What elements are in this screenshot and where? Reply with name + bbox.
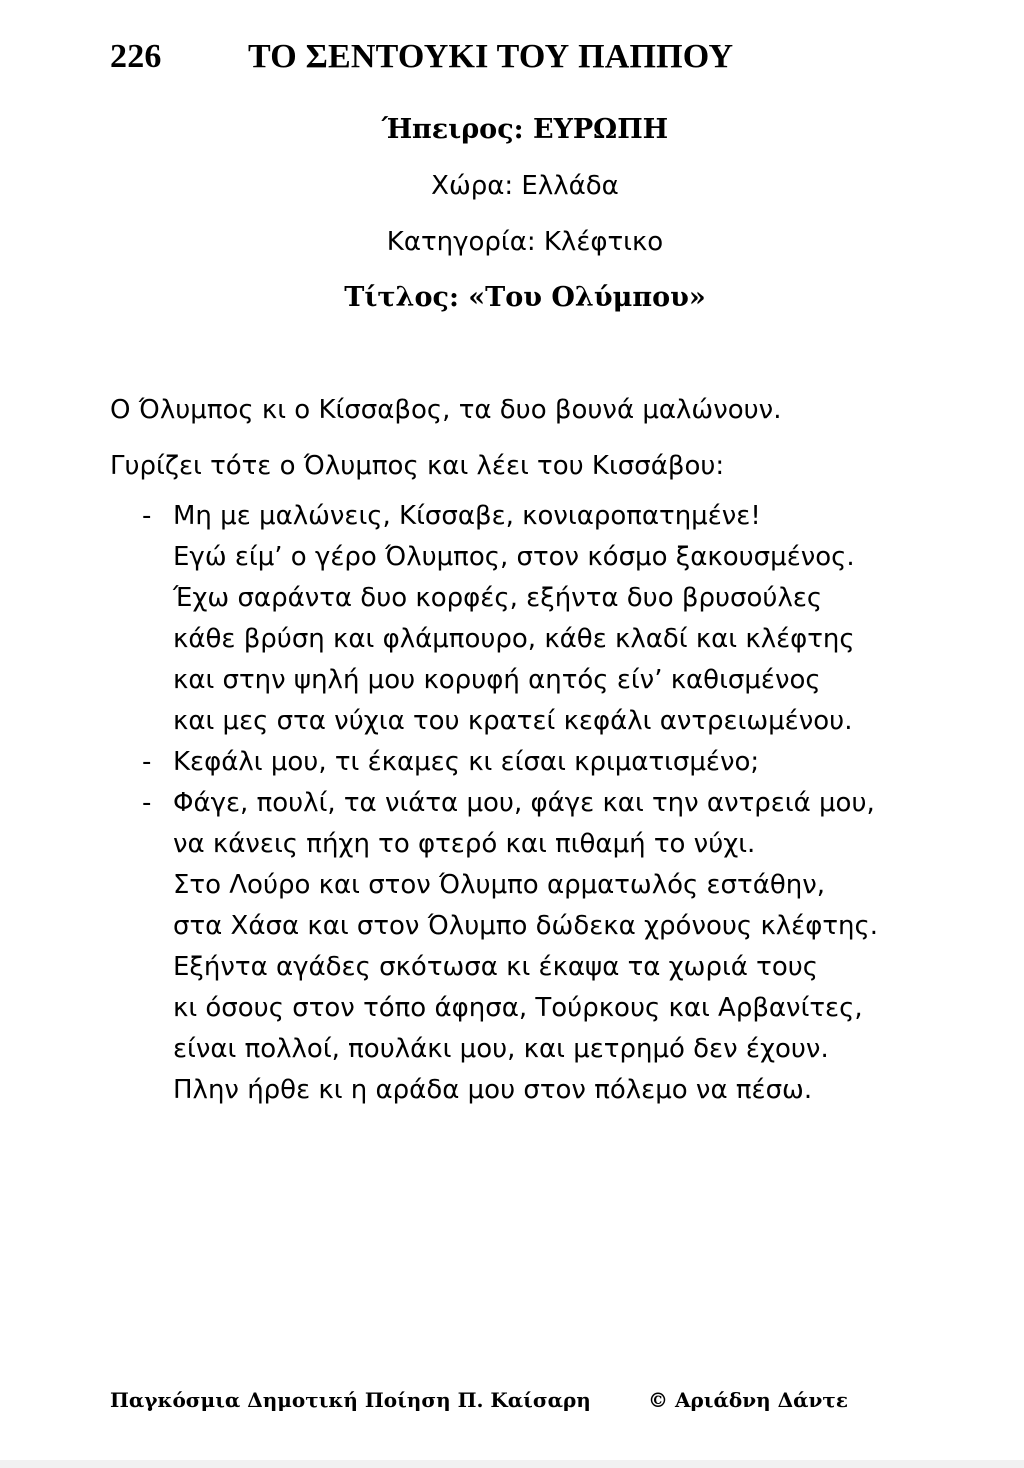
verse-line: κάθε βρύση και φλάμπουρο, κάθε κλαδί και κλέφτης xyxy=(173,624,855,654)
verse-line: να κάνεις πήχη το φτερό και πιθαμή το νύχι. xyxy=(173,829,756,859)
dialogue-dash: - xyxy=(142,501,152,531)
verse-line: Εξήντα αγάδες σκότωσα κι έκαψα τα χωριά τους xyxy=(173,952,819,982)
dialogue-stanza xyxy=(142,742,878,783)
verse-line: Μη με μαλώνεις, Κίσσαβε, κονιαροπατημένε! xyxy=(173,501,761,531)
page-number: 226 xyxy=(110,38,162,75)
dialogue-dash: - xyxy=(142,747,152,777)
intro-line: Ο Όλυμπος κι ο Κίσσαβος, τα δυο βουνά μαλώνουν. xyxy=(110,395,782,425)
book-title: ΤΟ ΣΕΝΤΟΥΚΙ ΤΟΥ ΠΑΠΠΟΥ xyxy=(248,38,734,75)
verse-line: και στην ψηλή μου κορυφή αητός είν’ καθισμένος xyxy=(173,665,821,695)
page-bottom-edge xyxy=(0,1460,1024,1468)
category-label: Κατηγορία: Κλέφτικο xyxy=(386,227,664,257)
poem-intro xyxy=(110,382,781,494)
poem-metadata xyxy=(0,102,1024,326)
verse-line: Εγώ είμ’ ο γέρο Όλυμπος, στον κόσμο ξακουσμένος. xyxy=(173,542,855,572)
poem-body xyxy=(142,496,878,1111)
verse-line: Πλην ήρθε κι η αράδα μου στον πόλεμο να πέσω. xyxy=(173,1075,813,1105)
footer-book-title: Παγκόσμια Δημοτική Ποίηση Π. Καίσαρη xyxy=(110,1388,591,1412)
verse-line: και μες στα νύχια του κρατεί κεφάλι αντρειωμένου. xyxy=(173,706,853,736)
page-footer xyxy=(110,1388,848,1412)
continent-label: Ήπειρος: ΕΥΡΩΠΗ xyxy=(381,114,669,145)
verse-line: Έχω σαράντα δυο κορφές, εξήντα δυο βρυσούλες xyxy=(173,583,823,613)
intro-line: Γυρίζει τότε ο Όλυμπος και λέει του Κισσάβου: xyxy=(110,451,725,481)
poem-title: Τίτλος: «Του Ολύμπου» xyxy=(344,282,706,313)
page-header xyxy=(110,38,733,76)
verse-line: Στο Λούρο και στον Όλυμπο αρματωλός εστάθην, xyxy=(173,870,826,900)
country-label: Χώρα: Ελλάδα xyxy=(431,171,619,201)
verse-line: είναι πολλοί, πουλάκι μου, και μετρημό δεν έχουν. xyxy=(173,1034,829,1064)
dialogue-stanza xyxy=(142,496,878,742)
verse-line: στα Χάσα και στον Όλυμπο δώδεκα χρόνους κλέφτης. xyxy=(173,911,879,941)
dialogue-stanza xyxy=(142,783,878,1111)
dialogue-dash: - xyxy=(142,788,152,818)
verse-line: κι όσους στον τόπο άφησα, Τούρκους και Αρβανίτες, xyxy=(173,993,863,1023)
verse-line: Κεφάλι μου, τι έκαμες κι είσαι κριματισμένο; xyxy=(173,747,760,777)
verse-line: Φάγε, πουλί, τα νιάτα μου, φάγε και την αντρειά μου, xyxy=(173,788,875,818)
footer-copyright: © Αριάδνη Δάντε xyxy=(648,1388,848,1412)
